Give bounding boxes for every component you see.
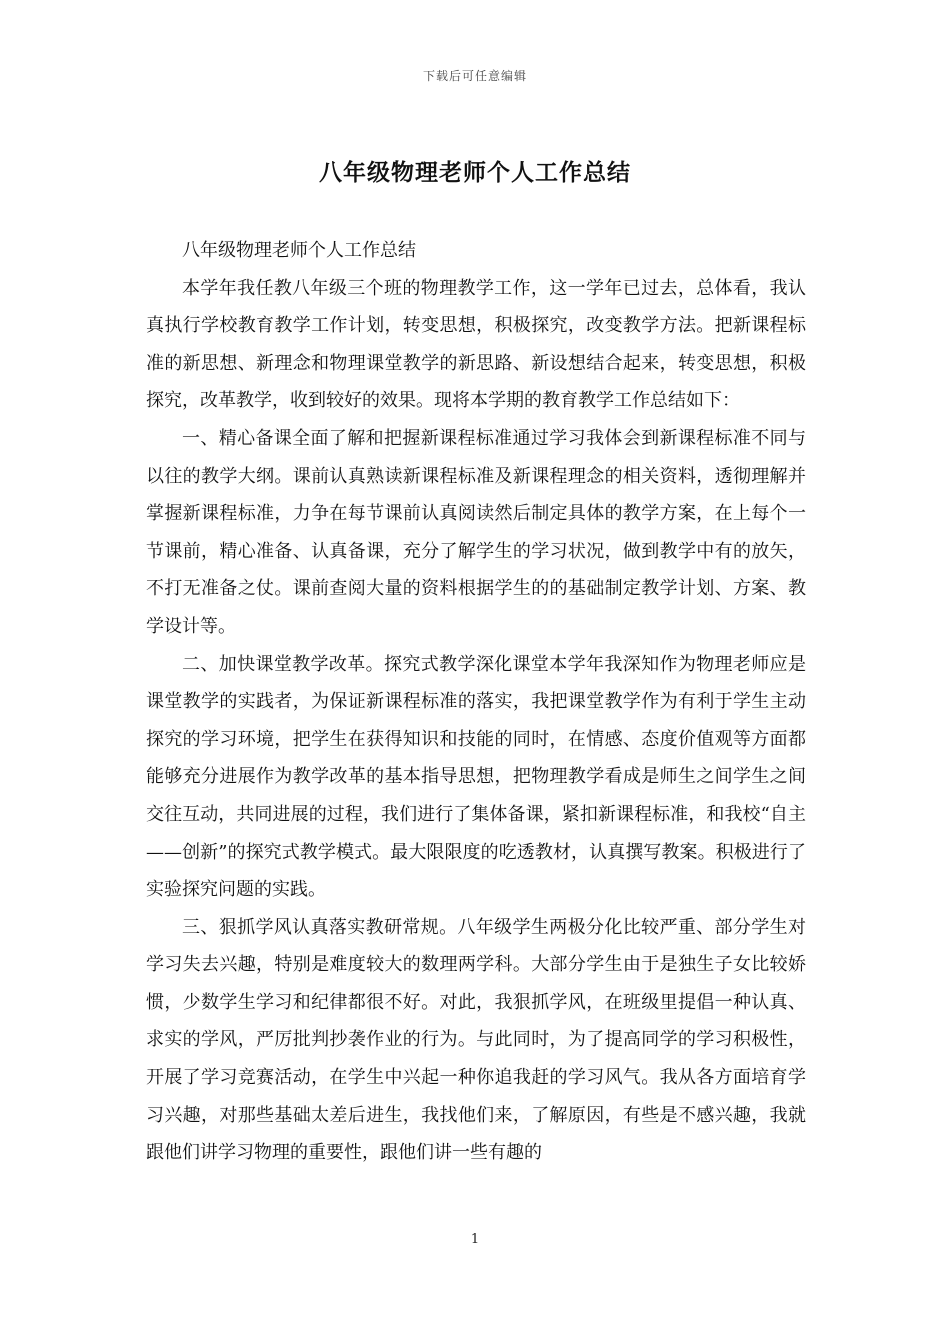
paragraph-section-1: 一、精心备课全面了解和把握新课程标准通过学习我体会到新课程标准不同与以往的教学大纲。课前认真熟读新课程标准及新课程理念的相关资料，透彻理解并掌握新课程标准，力争在每节课前认真阅读然后制定具体的教学方案，在上每个一节课前，精心准备、认真备课，充分了解学生的学习状况，做到教学中有的放矢，不打无准备之仗。课前查阅大量的资料根据学生的的基础制定教学计划、方案、教学设计等。: [146, 427, 806, 637]
paragraph-intro: 本学年我任教八年级三个班的物理教学工作，这一学年已过去，总体看，我认真执行学校教育教学工作计划，转变思想，积极探究，改变教学方法。把新课程标准的新思想、新理念和物理课堂教学的新思路、新设想结合起来，转变思想，积极探究，改革教学，收到较好的效果。现将本学期的教育教学工作总结如下：: [146, 277, 806, 412]
page-header-note: 下载后可任意编辑: [422, 69, 527, 83]
page-number: 1: [470, 1232, 480, 1247]
document-body: [146, 232, 806, 1172]
document-title: 八年级物理老师个人工作总结: [319, 159, 631, 186]
paragraph-section-3: 三、狠抓学风认真落实教研常规。八年级学生两极分化比较严重、部分学生对学习失去兴趣，特别是难度较大的数理两学科。大部分学生由于是独生子女比较娇惯，少数学生学习和纪律都很不好。对此，我狠抓学风，在班级里提倡一种认真、求实的学风，严厉批判抄袭作业的行为。与此同时，为了提高同学的学习积极性，开展了学习竞赛活动，在学生中兴起一种你追我赶的学习风气。我从各方面培育学习兴趣，对那些基础太差后进生，我找他们来，了解原因，有些是不感兴趣，我就跟他们讲学习物理的重要性，跟他们讲一些有趣的: [146, 916, 806, 1164]
paragraph-subtitle: 八年级物理老师个人工作总结: [182, 240, 416, 261]
paragraph-section-2: 二、加快课堂教学改革。探究式教学深化课堂本学年我深知作为物理老师应是课堂教学的实践者，为保证新课程标准的落实，我把课堂教学作为有利于学生主动探究的学习环境，把学生在获得知识和技能的同时，在情感、态度价值观等方面都能够充分进展作为教学改革的基本指导思想，把物理教学看成是师生之间学生之间交往互动，共同进展的过程，我们进行了集体备课，紧扣新课程标准，和我校“自主——创新”的探究式教学模式。最大限限度的吃透教材，认真撰写教案。积极进行了实验探究问题的实践。: [146, 653, 806, 901]
